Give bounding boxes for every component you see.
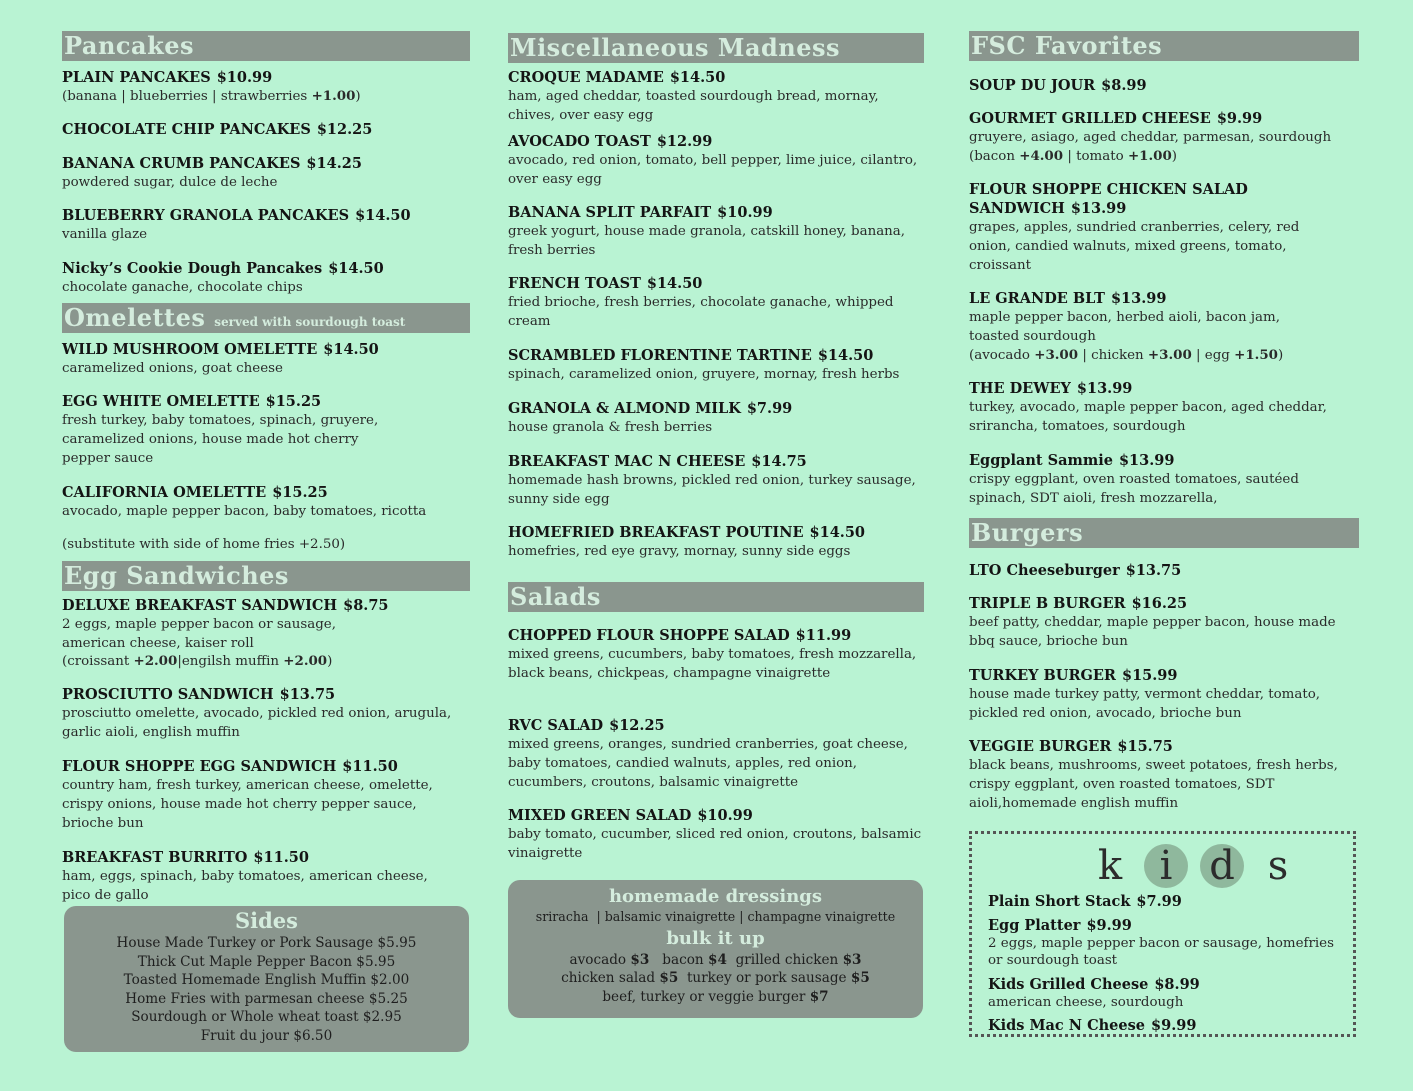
menu-item xyxy=(62,259,470,297)
menu-item xyxy=(969,594,1359,651)
item-desc: baby tomato, cucumber, sliced red onion, croutons, balsamic vinaigrette xyxy=(508,827,922,861)
menu-item xyxy=(508,452,924,509)
item-name: BANANA SPLIT PARFAIT xyxy=(508,204,712,221)
item-options: (banana | blueberries | strawberries +1.00) xyxy=(62,88,361,104)
item-name: LTO Cheeseburger xyxy=(969,562,1120,579)
item-price: $8.75 xyxy=(343,597,389,614)
dressings-box xyxy=(508,880,923,1018)
item-desc: prosciutto omelette, avocado, pickled red onion, arugula, garlic aioli, english muffin xyxy=(62,706,452,740)
item-price: $12.25 xyxy=(609,717,665,734)
item-desc: house granola & fresh berries xyxy=(508,420,713,435)
burgers-header xyxy=(969,518,1359,548)
addon-line: beef, turkey or veggie burger $7 xyxy=(602,988,829,1005)
item-desc: 2 eggs, maple pepper bacon or sausage, american cheese, kaiser roll xyxy=(62,617,336,651)
kids-letter: s xyxy=(1267,843,1289,889)
item-name: TRIPLE B BURGER xyxy=(969,595,1126,612)
menu-item xyxy=(508,399,924,437)
item-price: $11.99 xyxy=(795,627,852,644)
menu-item xyxy=(969,289,1299,346)
item-price: $15.75 xyxy=(1117,738,1173,755)
item-price: $13.99 xyxy=(1118,452,1175,469)
item-price: $14.50 xyxy=(646,275,703,292)
menu-item xyxy=(969,379,1359,436)
item-name: BREAKFAST BURRITO xyxy=(62,849,248,866)
kids-letter: i xyxy=(1144,844,1188,888)
item-name: Eggplant Sammie xyxy=(969,452,1113,469)
menu-item xyxy=(508,716,924,792)
item-price: $9.99 xyxy=(1086,917,1132,934)
dressings-list: sriracha | balsamic vinaigrette | champagne vinaigrette xyxy=(535,909,896,924)
menu-item xyxy=(988,975,1343,1011)
section-title: Burgers xyxy=(971,518,1084,547)
sides-box xyxy=(64,906,469,1052)
item-name: HOMEFRIED BREAKFAST POUTINE xyxy=(508,524,804,541)
item-price: $14.50 xyxy=(355,207,411,224)
item-price: $14.75 xyxy=(751,453,807,470)
menu-item xyxy=(62,596,389,653)
item-name: EGG WHITE OMELETTE xyxy=(62,393,260,410)
menu-item xyxy=(62,848,450,905)
item-price: $13.99 xyxy=(1110,290,1167,307)
menu-item xyxy=(508,626,924,683)
menu-item xyxy=(969,561,1359,580)
item-name: CHOPPED FLOUR SHOPPE SALAD xyxy=(508,627,790,644)
menu-item xyxy=(969,180,1329,275)
item-desc: powdered sugar, dulce de leche xyxy=(62,175,278,190)
item-name-cont: SANDWICH xyxy=(969,200,1065,217)
item-name: FLOUR SHOPPE CHICKEN SALAD xyxy=(969,181,1248,198)
dressings-title: homemade dressings xyxy=(608,886,823,907)
item-price: $16.25 xyxy=(1131,595,1188,612)
pancakes-header xyxy=(62,31,470,61)
menu-item xyxy=(988,916,1343,969)
item-name: WILD MUSHROOM OMELETTE xyxy=(62,341,318,358)
item-name: BANANA CRUMB PANCAKES xyxy=(62,155,301,172)
section-title: FSC Favorites xyxy=(971,31,1163,60)
item-price: $10.99 xyxy=(216,69,273,86)
menu-item xyxy=(62,120,470,139)
section-title: Egg Sandwiches xyxy=(64,561,289,590)
section-title: Pancakes xyxy=(64,31,194,60)
item-price: $11.50 xyxy=(342,758,398,775)
section-title: Omelettes xyxy=(64,303,206,332)
menu-item xyxy=(969,109,1359,166)
item-name: PLAIN PANCAKES xyxy=(62,69,211,86)
salads-header xyxy=(508,582,924,612)
item-desc: homefries, red eye gravy, mornay, sunny side eggs xyxy=(508,544,851,559)
item-name: Kids Mac N Cheese xyxy=(988,1017,1146,1034)
misc-header xyxy=(508,33,924,63)
item-desc: maple pepper bacon, herbed aioli, bacon jam, toasted sourdough xyxy=(969,310,1280,344)
item-desc: 2 eggs, maple pepper bacon or sausage, homefries or sourdough toast xyxy=(988,936,1334,968)
item-desc: avocado, red onion, tomato, bell pepper, lime juice, cilantro, over easy egg xyxy=(508,153,918,187)
menu-item xyxy=(62,340,470,378)
item-desc: country ham, fresh turkey, american cheese, omelette, crispy onions, house made hot cherry pepper sauce, brioche bun xyxy=(62,778,433,831)
kids-letter: k xyxy=(1097,843,1123,889)
item-price: $14.50 xyxy=(817,347,874,364)
side-item: Thick Cut Maple Pepper Bacon $5.95 xyxy=(137,953,396,970)
item-price: $14.25 xyxy=(306,155,362,172)
item-name: DELUXE BREAKFAST SANDWICH xyxy=(62,597,338,614)
item-price: $8.99 xyxy=(1101,77,1147,94)
item-desc: black beans, mushrooms, sweet potatoes, fresh herbs, crispy eggplant, oven roasted tomatoes, SDT aioli,homemade english muffin xyxy=(969,758,1338,811)
item-options: (bacon +4.00 | tomato +1.00) xyxy=(969,148,1178,164)
item-price: $7.99 xyxy=(1136,893,1182,910)
item-name: MIXED GREEN SALAD xyxy=(508,807,692,824)
item-desc: house made turkey patty, vermont cheddar, tomato, pickled red onion, avocado, brioche bun xyxy=(969,687,1321,721)
item-price: $9.99 xyxy=(1216,110,1263,127)
item-price: $10.99 xyxy=(697,807,753,824)
item-desc: ham, eggs, spinach, baby tomatoes, american cheese, pico de gallo xyxy=(62,869,428,903)
menu-item xyxy=(969,737,1359,813)
menu-item xyxy=(62,68,470,106)
item-price: $11.50 xyxy=(253,849,309,866)
menu-item xyxy=(988,1016,1343,1035)
item-name: SCRAMBLED FLORENTINE TARTINE xyxy=(508,347,812,364)
item-name: VEGGIE BURGER xyxy=(969,738,1112,755)
item-name: BLUEBERRY GRANOLA PANCAKES xyxy=(62,207,350,224)
item-price: $7.99 xyxy=(746,400,793,417)
item-price: $14.50 xyxy=(669,69,726,86)
menu-item xyxy=(508,806,924,863)
item-desc: vanilla glaze xyxy=(62,227,148,242)
item-price: $15.25 xyxy=(272,484,328,501)
side-item: House Made Turkey or Pork Sausage $5.95 xyxy=(116,935,417,951)
side-item: Toasted Homemade English Muffin $2.00 xyxy=(123,972,410,988)
item-price: $14.50 xyxy=(323,341,379,358)
menu-item xyxy=(508,203,924,260)
item-price: $14.50 xyxy=(809,524,866,541)
menu-item xyxy=(62,206,470,244)
item-name: GOURMET GRILLED CHEESE xyxy=(969,110,1211,127)
addon-line: avocado $3 bacon $4 grilled chicken $3 xyxy=(569,951,862,968)
item-price: $13.75 xyxy=(279,686,336,703)
item-desc: greek yogurt, house made granola, catskill honey, banana, fresh berries xyxy=(508,224,906,258)
item-desc: turkey, avocado, maple pepper bacon, aged cheddar, srirancha, tomatoes, sourdough xyxy=(969,400,1327,434)
item-desc: fried brioche, fresh berries, chocolate ganache, whipped cream xyxy=(508,295,894,329)
item-name: BREAKFAST MAC N CHEESE xyxy=(508,453,746,470)
item-price: $13.75 xyxy=(1125,562,1182,579)
fsc-header xyxy=(969,31,1359,61)
item-name: FLOUR SHOPPE EGG SANDWICH xyxy=(62,758,337,775)
menu-item xyxy=(969,666,1359,723)
kids-title xyxy=(1088,844,1300,888)
item-price: $8.99 xyxy=(1154,976,1200,993)
item-price: $9.99 xyxy=(1151,1017,1197,1034)
menu-item xyxy=(508,523,924,561)
item-name: AVOCADO TOAST xyxy=(508,133,651,150)
item-name: LE GRANDE BLT xyxy=(969,290,1105,307)
item-desc: grapes, apples, sundried cranberries, celery, red onion, candied walnuts, mixed greens, tomato, croissant xyxy=(969,220,1300,273)
menu-item xyxy=(969,451,1359,508)
menu-item xyxy=(62,392,410,468)
item-price: $13.99 xyxy=(1070,200,1127,217)
item-name: RVC SALAD xyxy=(508,717,604,734)
item-options: (avocado +3.00 | chicken +3.00 | egg +1.50) xyxy=(969,347,1284,363)
omelettes-header xyxy=(62,303,470,333)
bulk-title: bulk it up xyxy=(666,927,765,949)
middle-panel xyxy=(508,0,924,1091)
addon-line: chicken salad $5 turkey or pork sausage $5 xyxy=(561,970,870,986)
item-name: CALIFORNIA OMELETTE xyxy=(62,484,267,501)
item-name: PROSCIUTTO SANDWICH xyxy=(62,686,274,703)
kids-menu-box xyxy=(969,831,1356,1037)
sides-title: Sides xyxy=(234,908,298,933)
item-price: $13.99 xyxy=(1076,380,1133,397)
item-name: CROQUE MADAME xyxy=(508,69,664,86)
item-desc: mixed greens, cucumbers, baby tomatoes, fresh mozzarella, black beans, chickpeas, champagne vinaigrette xyxy=(508,647,917,681)
item-name: CHOCOLATE CHIP PANCAKES xyxy=(62,121,311,138)
item-desc: beef patty, cheddar, maple pepper bacon, house made bbq sauce, brioche bun xyxy=(969,615,1336,649)
item-desc: avocado, maple pepper bacon, baby tomatoes, ricotta xyxy=(62,504,427,519)
menu-item xyxy=(508,274,924,331)
egg-sandwiches-header xyxy=(62,561,470,591)
item-name: Nicky’s Cookie Dough Pancakes xyxy=(62,260,323,277)
side-item: Sourdough or Whole wheat toast $2.95 xyxy=(131,1009,402,1025)
item-name: Kids Grilled Cheese xyxy=(988,976,1149,993)
side-item: Fruit du jour $6.50 xyxy=(200,1027,333,1044)
item-name: GRANOLA & ALMOND MILK xyxy=(508,400,741,417)
item-desc: ham, aged cheddar, toasted sourdough bread, mornay, chives, over easy egg xyxy=(508,89,879,123)
omelette-note: (substitute with side of home fries +2.50) xyxy=(62,537,346,552)
item-desc: spinach, caramelized onion, gruyere, mornay, fresh herbs xyxy=(508,367,900,382)
item-name: Plain Short Stack xyxy=(988,893,1131,910)
item-name: FRENCH TOAST xyxy=(508,275,641,292)
section-subtitle: served with sourdough toast xyxy=(214,315,406,329)
left-panel xyxy=(62,0,470,1091)
section-title: Salads xyxy=(510,582,601,611)
item-desc: gruyere, asiago, aged cheddar, parmesan, sourdough xyxy=(969,130,1332,145)
item-price: $15.99 xyxy=(1121,667,1178,684)
item-desc: chocolate ganache, chocolate chips xyxy=(62,280,303,295)
item-desc: homemade hash browns, pickled red onion, turkey sausage, sunny side egg xyxy=(508,473,916,507)
item-name: Egg Platter xyxy=(988,917,1081,934)
item-name: THE DEWEY xyxy=(969,380,1071,397)
item-desc: fresh turkey, baby tomatoes, spinach, gruyere, caramelized onions, house made hot cherry pepper sauce xyxy=(62,413,379,466)
menu-item xyxy=(508,132,924,189)
kids-letter: d xyxy=(1200,844,1244,888)
side-item: Home Fries with parmesan cheese $5.25 xyxy=(125,990,408,1007)
item-desc: crispy eggplant, oven roasted tomatoes, sautéed spinach, SDT aioli, fresh mozzarella, xyxy=(969,472,1299,506)
menu-item xyxy=(62,685,470,742)
item-desc: caramelized onions, goat cheese xyxy=(62,361,283,376)
item-price: $10.99 xyxy=(717,204,773,221)
menu-item xyxy=(508,68,924,125)
item-price: $14.50 xyxy=(328,260,384,277)
item-name: TURKEY BURGER xyxy=(969,667,1116,684)
item-desc: american cheese, sourdough xyxy=(988,995,1184,1010)
menu-item xyxy=(62,757,470,833)
item-price: $12.25 xyxy=(316,121,373,138)
menu-item xyxy=(62,483,470,521)
section-title: Miscellaneous Madness xyxy=(510,33,841,62)
item-price: $12.99 xyxy=(656,133,713,150)
menu-item xyxy=(508,346,924,384)
menu-item xyxy=(988,892,1343,911)
menu-item xyxy=(969,76,1359,95)
item-price: $15.25 xyxy=(265,393,322,410)
item-desc: mixed greens, oranges, sundried cranberries, goat cheese, baby tomatoes, candied walnuts, apples, red onion, cucumbers, croutons, balsamic vinaigrette xyxy=(508,737,908,790)
item-name: SOUP DU JOUR xyxy=(969,77,1096,94)
menu-item xyxy=(62,154,470,192)
item-options: (croissant +2.00|engilsh muffin +2.00) xyxy=(62,653,333,669)
